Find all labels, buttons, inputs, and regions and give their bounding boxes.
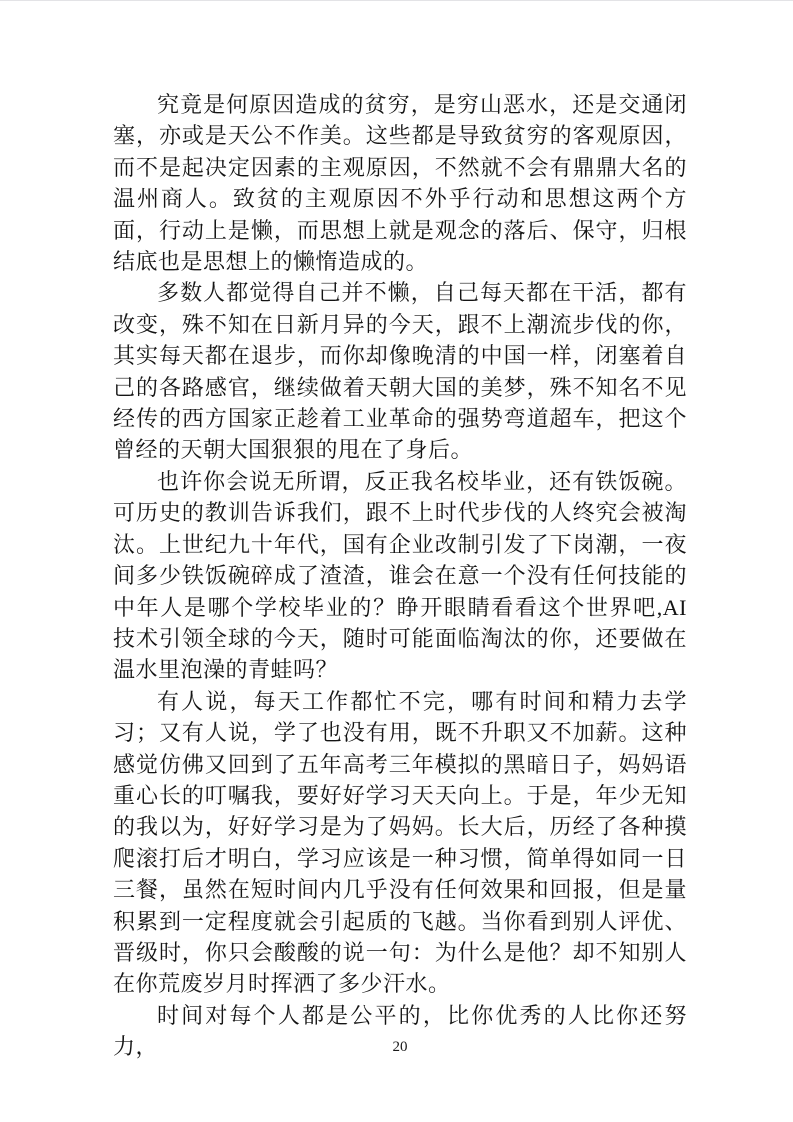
document-body (113, 89, 687, 1063)
paragraph-2: 多数人都觉得自己并不懒，自己每天都在干活，都有改变，殊不知在日新月异的今天，跟不上潮流步伐的你，其实每天都在退步，而你却像晚清的中国一样，闭塞着自己的各路感官，继续做着天朝大国的美梦，殊不知名不见经传的西方国家正趁着工业革命的强势弯道超车，把这个曾经的天朝大国狠狠的甩在了身后。 (113, 280, 687, 463)
page-number: 20 (392, 1039, 408, 1055)
paragraph-5: 时间对每个人都是公平的，比你优秀的人比你还努力， (113, 1002, 687, 1060)
paragraph-1: 究竟是何原因造成的贫穷，是穷山恶水，还是交通闭塞，亦或是天公不作美。这些都是导致贫穷的客观原因，而不是起决定因素的主观原因，不然就不会有鼎鼎大名的温州商人。致贫的主观原因不外乎行动和思想这两个方面，行动上是懒，而思想上就是观念的落后、保守，归根结底也是思想上的懒惰造成的。 (113, 92, 687, 275)
paragraph-4: 有人说，每天工作都忙不完，哪有时间和精力去学习；又有人说，学了也没有用，既不升职又不加薪。这种感觉仿佛又回到了五年高考三年模拟的黑暗日子，妈妈语重心长的叮嘱我，要好好学习天天向上。于是，年少无知的我以为，好好学习是为了妈妈。长大后，历经了各种摸爬滚打后才明白，学习应该是一种习惯，简单得如同一日三餐，虽然在短时间内几乎没有任何效果和回报，但是量积累到一定程度就会引起质的飞越。当你看到别人评优、晋级时，你只会酸酸的说一句：为什么是他？却不知别人在你荒废岁月时挥洒了多少汗水。 (113, 688, 687, 997)
paragraph-3: 也许你会说无所谓，反正我名校毕业，还有铁饭碗。可历史的教训告诉我们，跟不上时代步伐的人终究会被淘汰。上世纪九十年代，国有企业改制引发了下岗潮，一夜间多少铁饭碗碎成了渣渣，谁会在意一个没有任何技能的中年人是哪个学校毕业的？睁开眼睛看看这个世界吧,AI 技术引领全球的今天，随时可能面临淘汰的你，还要做在温水里泡澡的青蛙吗？ (113, 468, 687, 683)
